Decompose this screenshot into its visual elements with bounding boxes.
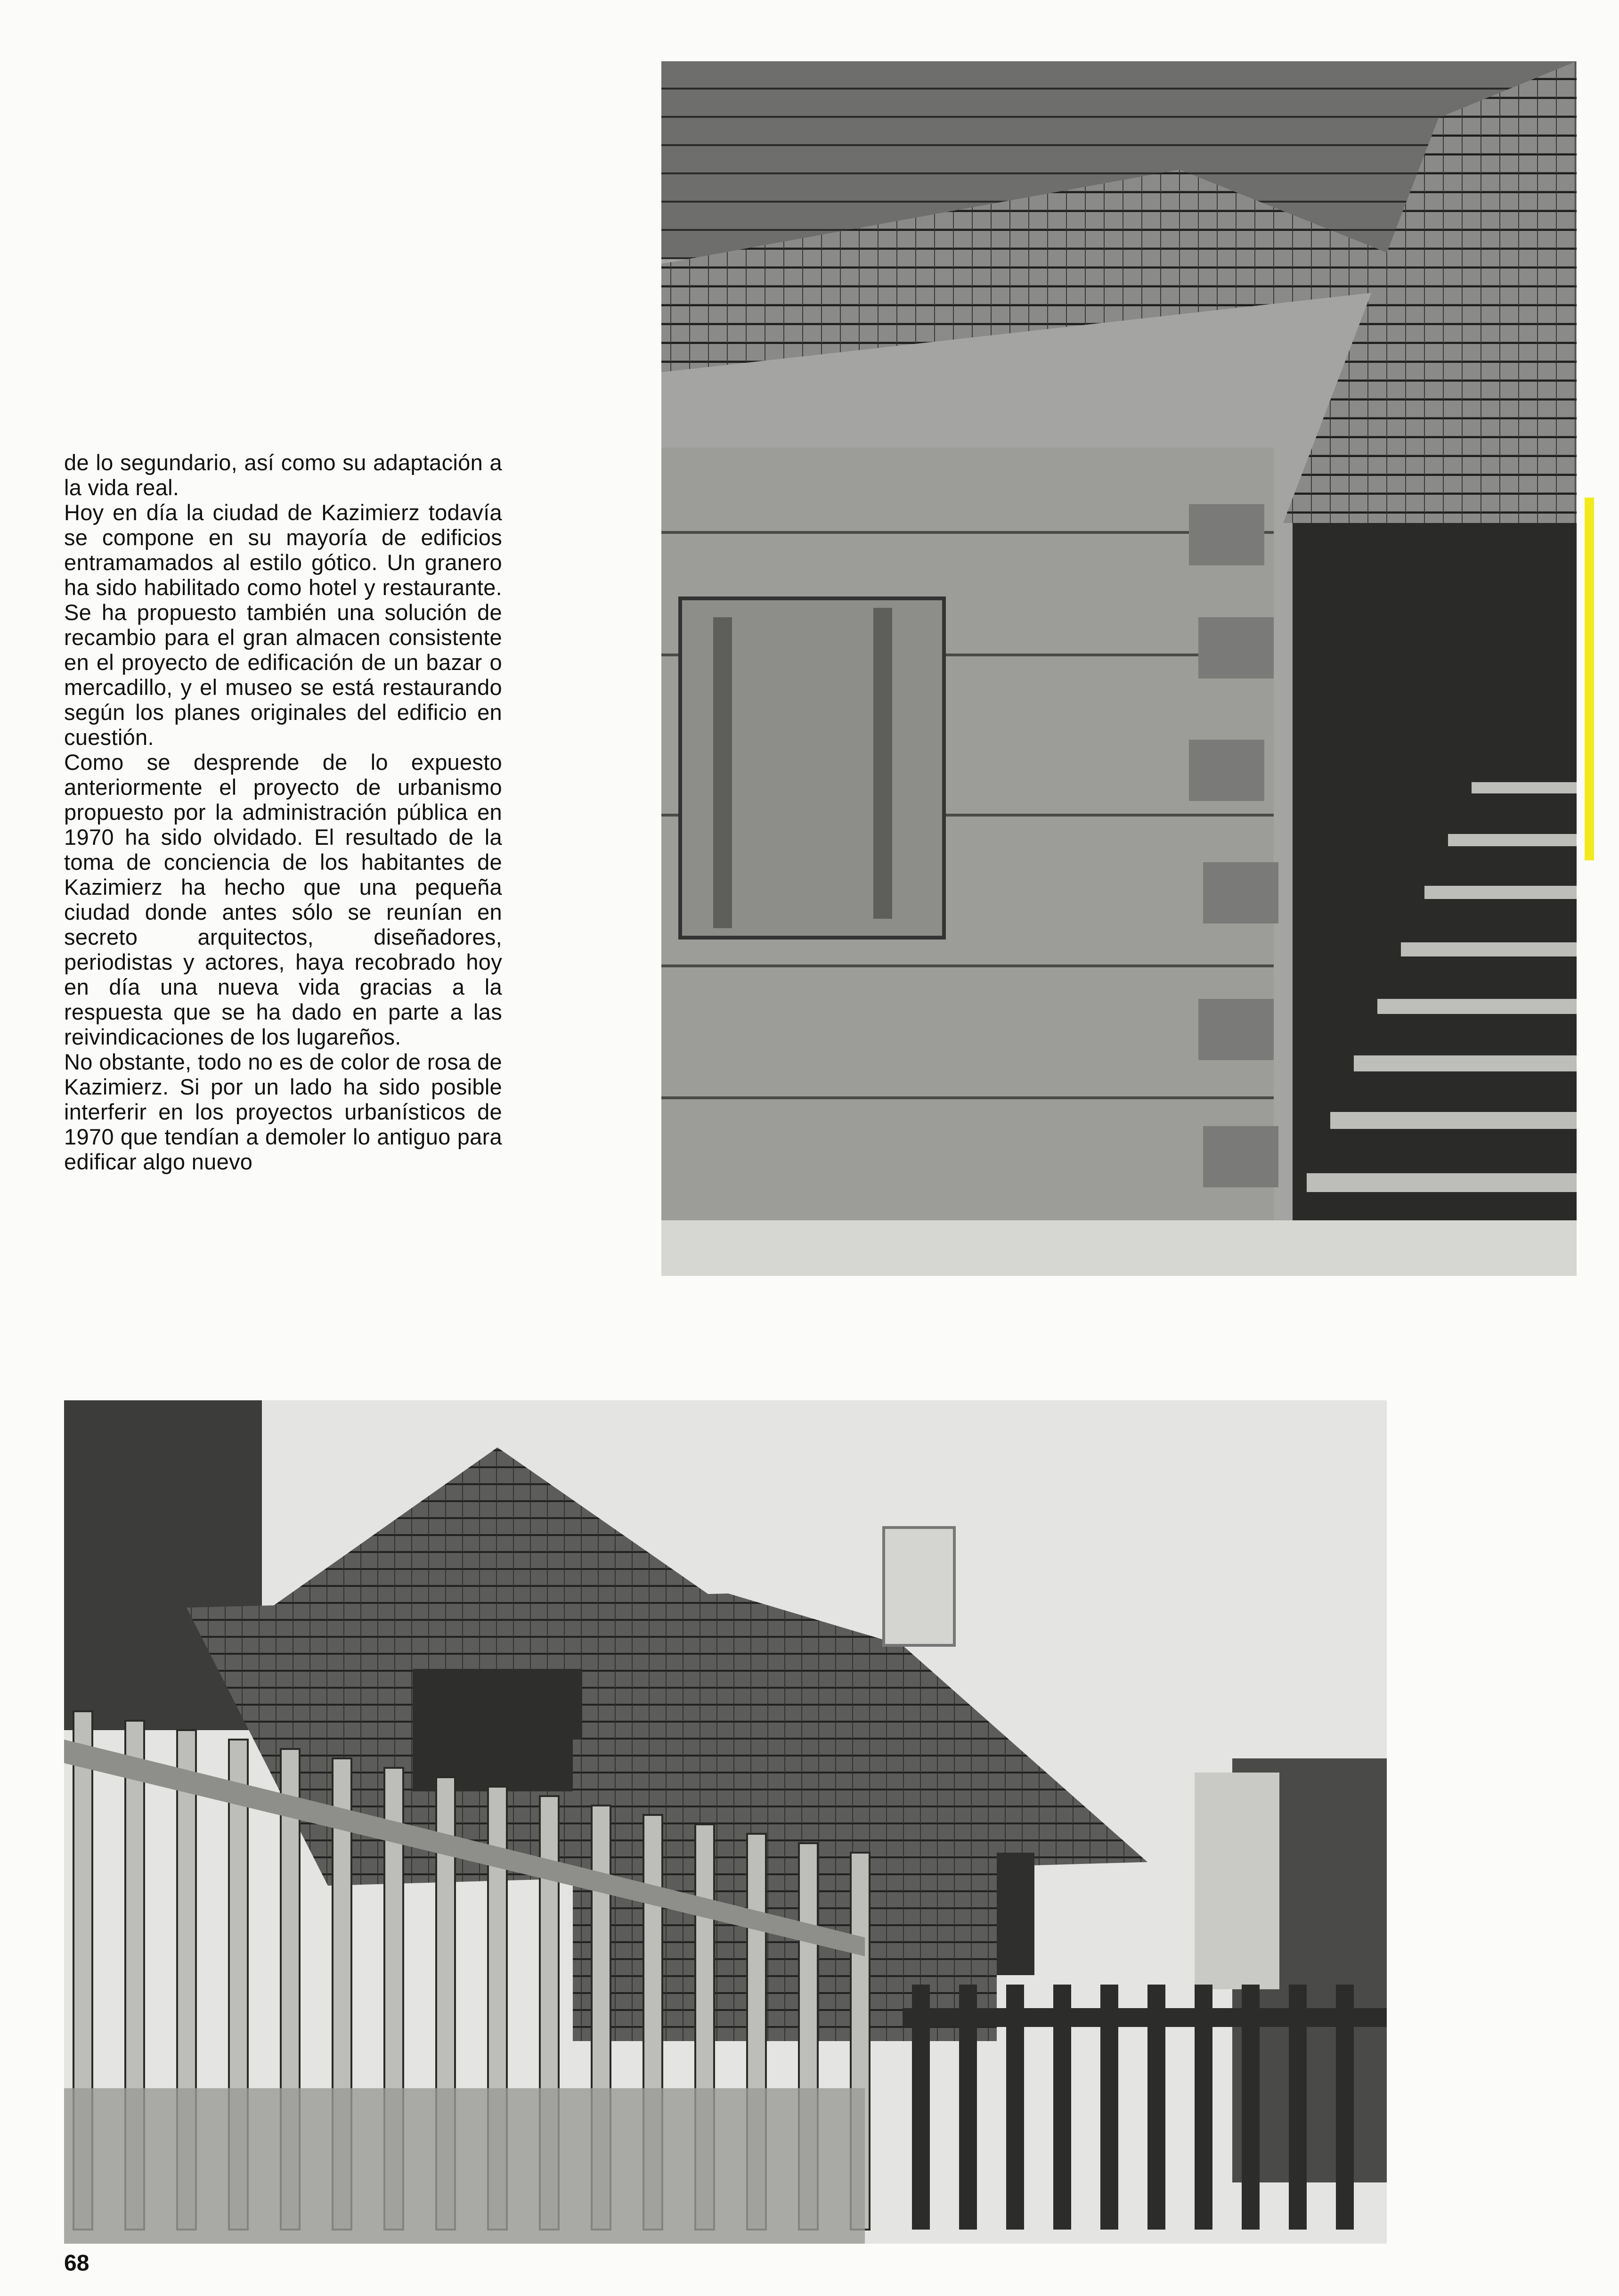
paragraph-3: Como se desprende de lo expuesto anteriormente el proyecto de urbanismo propuesto por la administración pública en 1970 ha sido olvidado. El resultado de la toma de conciencia de los habitantes de Kazimierz ha hecho que una pequeña ciudad donde antes sólo se reunían en secreto arquitectos, diseñadores, periodistas y actores, haya recobrado hoy en día una nueva vida gracias a la respuesta que se ha dado en parte a las reivindicaciones de los lugareños. [64,750,502,1049]
paragraph-4: No obstante, todo no es de color de rosa de Kazimierz. Si por un lado ha sido posible interferir en los proyectos urbanísticos de 1970 que tendían a demoler lo antiguo para edificar algo nuevo [64,1049,502,1174]
photo-house-with-picket-fence [64,1400,1387,2244]
page-number: 68 [64,2251,89,2276]
yellow-highlighter-mark [1585,498,1594,860]
photo-wooden-building-staircase [661,61,1577,1276]
paragraph-1: de lo segundario, así como su adaptación a la vida real. [64,450,502,500]
article-text-column [64,450,502,1174]
paragraph-2: Hoy en día la ciudad de Kazimierz todavía se compone en su mayoría de edificios entramamados al estilo gótico. Un granero ha sido habilitado como hotel y restaurante. Se ha propuesto también una solución de recambio para el gran almacen consistente en el proyecto de edificación de un bazar o mercadillo, y el museo se está restaurando según los planes originales del edificio en cuestión. [64,500,502,750]
